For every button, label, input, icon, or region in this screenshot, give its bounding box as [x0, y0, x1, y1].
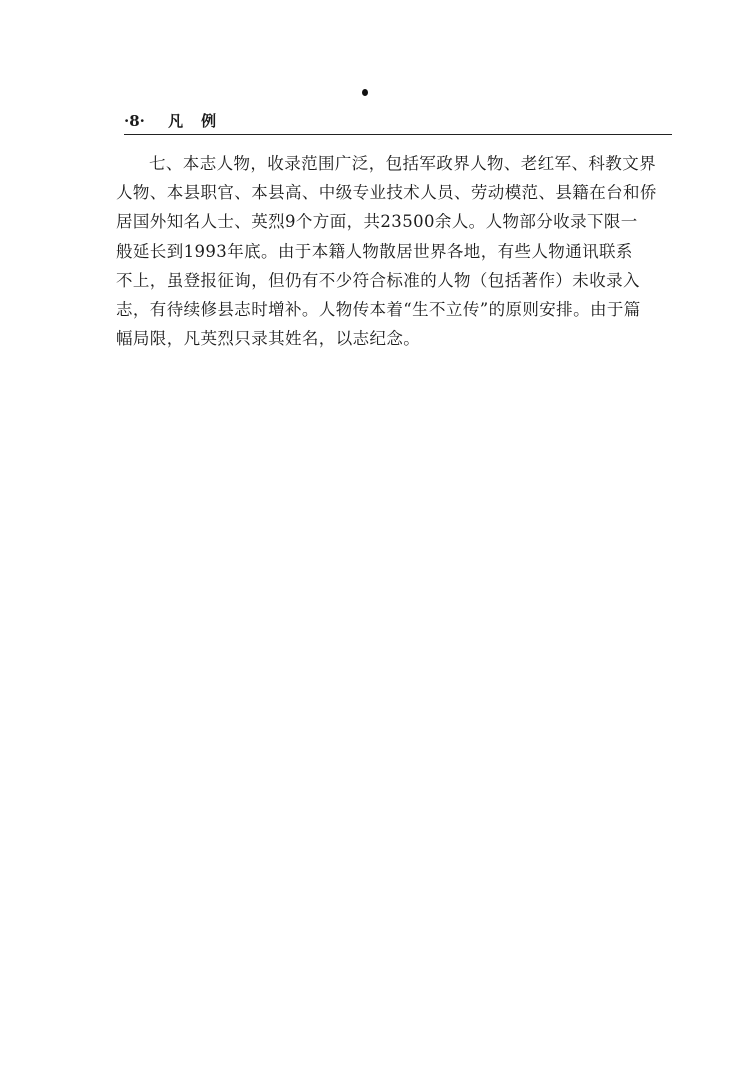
header-rule	[124, 134, 672, 135]
ink-speck	[362, 89, 368, 96]
paragraph-line: 般延长到1993年底。由于本籍人物散居世界各地，有些人物通讯联系	[116, 241, 633, 261]
page-number: ·8·	[124, 112, 145, 130]
running-header	[124, 110, 672, 132]
paragraph-line: 不上，虽登报征询，但仍有不少符合标准的人物（包括著作）未收录入	[116, 270, 640, 290]
paragraph-line: 居国外知名人士、英烈9个方面，共23500余人。人物部分收录下限一	[116, 212, 638, 232]
paragraph-line: 人物、本县职官、本县高、中级专业技术人员、劳动模范、县籍在台和侨	[116, 183, 657, 203]
paragraph-line: 幅局限，凡英烈只录其姓名，以志纪念。	[116, 329, 421, 349]
section-title: 凡例	[168, 112, 235, 130]
paragraph-line: 七、本志人物，收录范围广泛，包括军政界人物、老红军、科教文界	[149, 154, 656, 173]
paragraph-line: 志，有待续修县志时增补。人物传本着“生不立传”的原则安排。由于篇	[116, 300, 641, 320]
article-paragraph	[116, 149, 686, 353]
